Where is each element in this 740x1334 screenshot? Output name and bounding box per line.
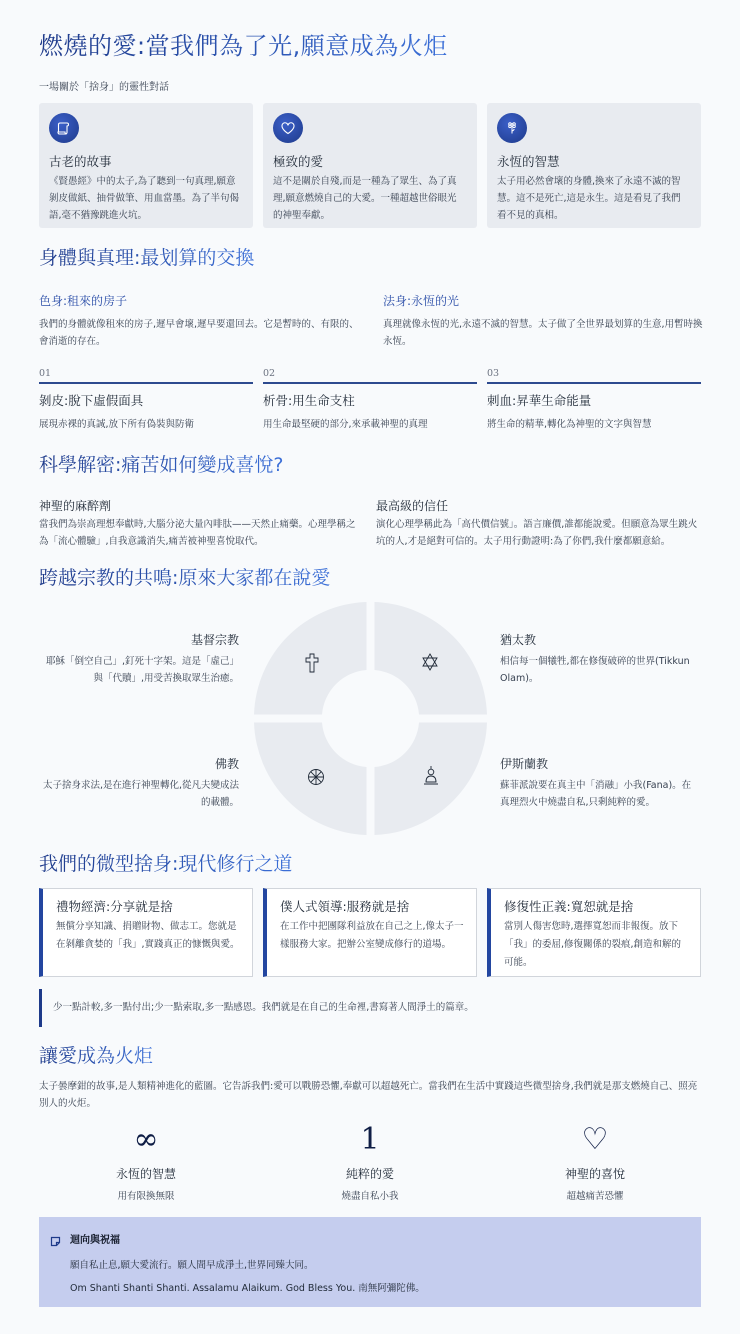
column-text: 當我們為崇高理想奉獻時,大腦分泌大量內啡肽——天然止痛藥。心理學稱之為「流心體驗」,自我意識消失,痛苦被神聖喜悅取代。 <box>39 519 356 547</box>
step-text: 展現赤裸的真誠,放下所有偽裝與防衛 <box>39 419 195 430</box>
religion-text: 耶穌「倒空自己」,釘死十字架。這是「虛己」與「代贖」,用受苦換取眾生治癒。 <box>45 656 239 684</box>
intro-card-wisdom <box>487 103 701 228</box>
column-text: 我們的身體就像租來的房子,遲早會壞,遲早要還回去。它是暫時的、有限的、會消逝的存在。 <box>39 319 359 347</box>
section-heading-science: 科學解密:痛苦如何變成喜悅? <box>39 450 284 477</box>
stat-label: 永恆的智慧 <box>115 1167 176 1181</box>
card-title: 永恆的智慧 <box>497 154 560 169</box>
religion-title: 猶太教 <box>500 633 537 647</box>
card-title: 古老的故事 <box>49 154 112 169</box>
religion-item-buddhism <box>39 755 239 811</box>
column-title: 法身:永恆的光 <box>383 294 460 308</box>
micro-card-gift-economy <box>39 888 253 977</box>
step-divider <box>263 382 477 384</box>
blessing-box <box>39 1217 701 1307</box>
column-text: 演化心理學稱此為「高代價信號」。語言廉價,誰都能說愛。但願意為眾生跳火坑的人,才是絕對可信的。太子用行動證明:為了你們,我什麼都願意給。 <box>376 519 698 547</box>
step-item <box>487 368 701 430</box>
card-title: 極致的愛 <box>273 154 324 169</box>
quote-text: 少一點計較,多一點付出;少一點索取,多一點感恩。我們就是在自己的生命裡,書寫著人間淨土的篇章。 <box>53 1002 474 1013</box>
dharma-wheel-icon <box>309 770 324 785</box>
stat-label: 神聖的喜悅 <box>564 1167 625 1181</box>
step-divider <box>487 382 701 384</box>
heart-icon <box>273 113 303 143</box>
ring-segment-islam <box>375 723 488 836</box>
stat-label: 純粹的愛 <box>345 1167 394 1181</box>
micro-card-text: 在工作中把團隊利益放在自己之上,像太子一樣服務大家。把辦公室變成修行的道場。 <box>280 921 464 950</box>
column-title: 色身:租來的房子 <box>39 294 128 308</box>
blessing-line: Om Shanti Shanti Shanti. Assalamu Alaikum. God Bless You. 南無阿彌陀佛。 <box>70 1283 425 1294</box>
infinity-icon: ∞ <box>133 1122 159 1157</box>
page-subtitle: 一場關於「捨身」的靈性對話 <box>39 82 169 93</box>
section-heading-religions: 跨越宗教的共鳴:原來大家都在說愛 <box>39 563 330 590</box>
scroll-icon <box>49 113 79 143</box>
religion-text: 蘇菲派說要在真主中「消融」小我(Fana)。在真理烈火中燒盡自私,只剩純粹的愛。 <box>500 780 692 808</box>
step-divider <box>39 382 253 384</box>
stat-sub: 燒盡自私小我 <box>341 1191 399 1202</box>
religion-title: 佛教 <box>214 757 239 771</box>
torch-text: 太子曇摩鉗的故事,是人類精神進化的藍圖。它告訴我們:愛可以戰勝恐懼,奉獻可以超越死亡。當我們在生活中實踐這些微型捨身,我們就是那支燃燒自己、照亮別人的火炬。 <box>39 1081 698 1109</box>
section-heading-torch: 讓愛成為火炬 <box>39 1041 153 1068</box>
card-text: 《賢愚經》中的太子,為了聽到一句真理,願意剝皮做紙、抽骨做筆、用血當墨。為了半句偈語,毫不猶豫跳進火坑。 <box>49 176 240 221</box>
blessing-line: 願自私止息,願大愛流行。願人間早成淨土,世界同臻大同。 <box>70 1260 314 1271</box>
stat-sub: 超越痛苦恐懼 <box>566 1191 624 1202</box>
number-one-glyph: 1 <box>360 1122 380 1157</box>
stat-item <box>270 1122 470 1202</box>
step-title: 剝皮:脫下虛假面具 <box>39 393 144 408</box>
religion-item-judaism <box>500 631 700 687</box>
micro-card-restorative-justice <box>487 888 701 977</box>
note-icon <box>50 1232 61 1251</box>
religion-text: 太子捨身求法,是在進行神聖轉化,從凡夫變成法的載體。 <box>42 780 239 808</box>
stat-item <box>495 1122 695 1202</box>
intro-card-story <box>39 103 253 228</box>
section-heading-body-truth: 身體與真理:最划算的交換 <box>39 243 254 270</box>
step-title: 析骨:用生命支柱 <box>263 393 355 408</box>
micro-card-text: 當別人傷害您時,選擇寬恕而非報復。放下「我」的委屈,修復關係的裂痕,創造和解的可能。 <box>504 921 682 968</box>
religion-title: 伊斯蘭教 <box>500 757 549 771</box>
heart-outline-icon: ♡ <box>581 1122 609 1157</box>
stat-item <box>46 1122 246 1202</box>
column-text: 真理就像永恆的光,永遠不滅的智慧。太子做了全世界最划算的生意,用暫時換永恆。 <box>383 319 703 347</box>
step-item <box>39 368 253 430</box>
micro-card-title: 僕人式領導:服務就是捨 <box>280 899 410 914</box>
religion-text: 相信每一個犧牲,都在修復破碎的世界(Tikkun Olam)。 <box>500 656 690 684</box>
quote-bar <box>39 989 42 1027</box>
page-title: 燃燒的愛:當我們為了光,願意成為火炬 <box>39 26 448 61</box>
religion-title: 基督宗教 <box>190 633 239 647</box>
micro-card-title: 禮物經濟:分享就是捨 <box>56 899 173 914</box>
intro-card-love <box>263 103 477 228</box>
step-title: 刺血:昇華生命能量 <box>487 393 592 408</box>
ring-segment-buddhism <box>254 723 367 836</box>
micro-card-servant-leadership <box>263 888 477 977</box>
lotus-icon <box>497 113 527 143</box>
card-text: 太子用必然會壞的身體,換來了永遠不滅的智慧。這不是死亡,這是永生。這是看見了我們看不見的真相。 <box>497 176 681 221</box>
religion-item-islam <box>500 755 700 811</box>
step-number: 01 <box>39 368 52 379</box>
religion-item-christianity <box>39 631 239 687</box>
column-title: 最高級的信任 <box>376 499 449 513</box>
blessing-title: 迴向與祝福 <box>70 1235 120 1246</box>
section-heading-micro: 我們的微型捨身:現代修行之道 <box>39 849 292 876</box>
stat-sub: 用有限換無限 <box>117 1191 175 1202</box>
micro-card-text: 無償分享知識、捐贈財物、做志工。您就是在剝離貪婪的「我」,實踐真正的慷慨與愛。 <box>56 921 240 950</box>
religion-ring-diagram <box>254 602 487 835</box>
column-title: 神聖的麻醉劑 <box>39 499 112 513</box>
step-text: 將生命的精華,轉化為神聖的文字與智慧 <box>487 419 652 430</box>
step-text: 用生命最堅硬的部分,來承載神聖的真理 <box>263 419 428 430</box>
card-text: 這不是關於自殘,而是一種為了眾生、為了真理,願意燃燒自己的大愛。一種超越世俗眼光的神聖奉獻。 <box>273 176 457 221</box>
step-item <box>263 368 477 430</box>
step-number: 02 <box>263 368 276 379</box>
step-number: 03 <box>487 368 500 379</box>
micro-card-title: 修復性正義:寬恕就是捨 <box>504 899 634 914</box>
